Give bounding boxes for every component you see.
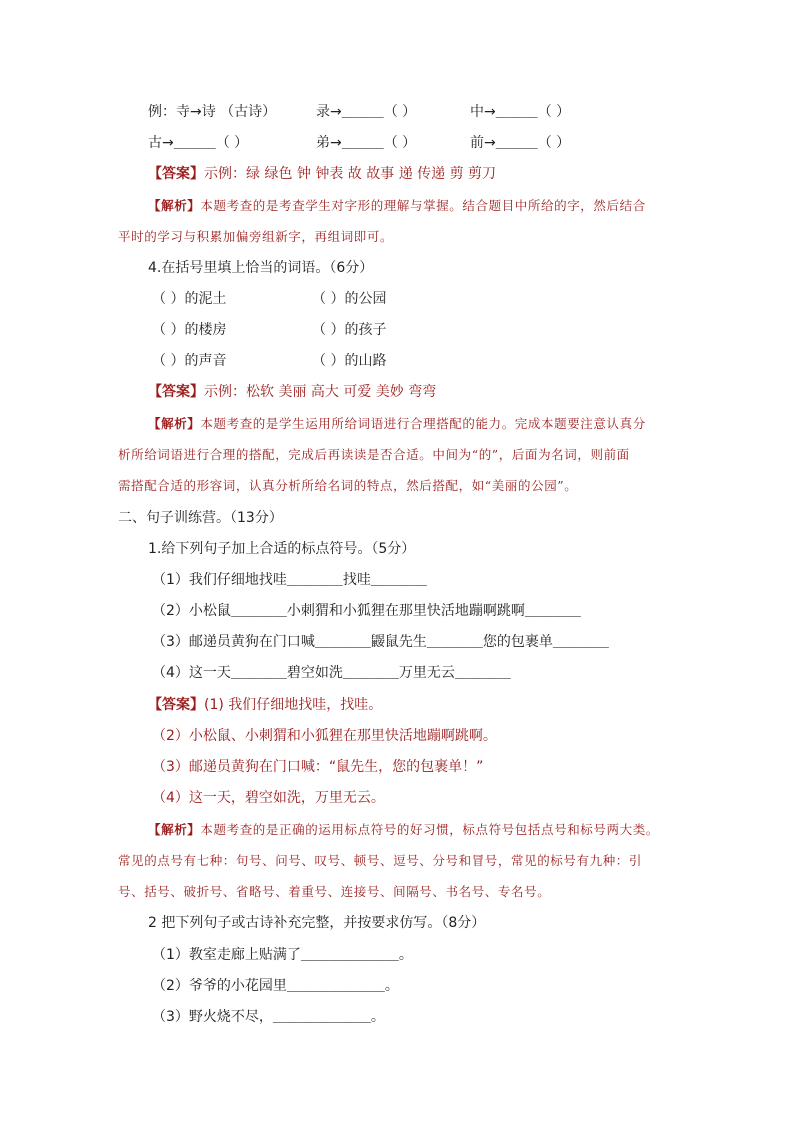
q1-analysis-line2: 常见的点号有七种：句号、问号、叹号、顿号、逗号、分号和冒号，常见的标号有九种：引 xyxy=(118,853,643,868)
example-row1-col3: 中→＿＿＿（ ） xyxy=(470,104,571,120)
q1-analysis-line1 xyxy=(148,821,659,839)
q4-analysis-line2: 析所给词语进行合理的搭配，完成后再读读是否合适。中间为“的”，后面为名词，则前面 xyxy=(118,447,630,462)
q1-answer-line3: （3）邮递员黄狗在门口喊：“鼠先生，您的包裹单！” xyxy=(152,759,484,775)
q4-row1-col1: （ ）的泥土 xyxy=(152,291,227,307)
analysis-tag: 【解析】 xyxy=(148,198,201,213)
example-row2-col1: 古→＿＿＿（ ） xyxy=(148,135,249,151)
q4-row2-col2: （ ）的孩子 xyxy=(312,322,387,338)
q1-title: 1.给下列句子加上合适的标点符号。（5分） xyxy=(148,541,416,557)
example-row1-col1: 例：寺→诗 （古诗） xyxy=(148,104,277,120)
analysis-text: 本题考查的是考查学生对字形的理解与掌握。结合题目中所给的字，然后结合 xyxy=(200,198,646,213)
answer-tag: 【答案】 xyxy=(148,166,204,182)
q2-item-3: （3）野火烧不尽，＿＿＿＿＿＿＿。 xyxy=(152,1009,385,1025)
answer-tag: 【答案】 xyxy=(148,697,204,713)
answer-text: 示例：绿 绿色 钟 钟表 故 故事 递 传递 剪 剪刀 xyxy=(204,166,497,182)
section1-analysis-line2: 平时的学习与积累加偏旁组新字，再组词即可。 xyxy=(118,229,394,244)
q1-item-3: （3）邮递员黄狗在门口喊＿＿＿＿鼹鼠先生＿＿＿＿您的包裹单＿＿＿＿ xyxy=(152,634,609,650)
q1-answer-line4: （4）这一天，碧空如洗，万里无云。 xyxy=(152,790,385,806)
answer-tag: 【答案】 xyxy=(148,384,204,400)
answer-text: 示例：松软 美丽 高大 可爱 美妙 弯弯 xyxy=(204,384,437,400)
q2-title: 2 把下列句子或古诗补充完整，并按要求仿写。（8分） xyxy=(148,915,486,931)
q4-row2-col1: （ ）的楼房 xyxy=(152,322,227,338)
analysis-tag: 【解析】 xyxy=(148,822,201,837)
q4-answer xyxy=(148,383,436,401)
q1-answer-line2: （2）小松鼠、小刺猬和小狐狸在那里快活地蹦啊跳啊。 xyxy=(152,728,497,744)
q4-analysis-line1 xyxy=(148,415,646,433)
analysis-tag: 【解析】 xyxy=(148,416,201,431)
q2-item-2: （2）爷爷的小花园里＿＿＿＿＿＿＿。 xyxy=(152,978,399,994)
q1-item-2: （2）小松鼠＿＿＿＿小刺猬和小狐狸在那里快活地蹦啊跳啊＿＿＿＿ xyxy=(152,603,581,619)
q1-item-1: （1）我们仔细地找哇＿＿＿＿找哇＿＿＿＿ xyxy=(152,572,427,588)
q2-item-1: （1）教室走廊上贴满了＿＿＿＿＿＿＿。 xyxy=(152,947,413,963)
example-row2-col2: 弟→＿＿＿（ ） xyxy=(316,135,417,151)
answer-text: (1) 我们仔细地找哇，找哇。 xyxy=(204,697,383,713)
q1-analysis-line3: 号、括号、破折号、省略号、着重号、连接号、间隔号、书名号、专名号。 xyxy=(118,884,551,899)
section2-heading: 二、句子训练营。（13分） xyxy=(118,510,283,526)
q4-row3-col1: （ ）的声音 xyxy=(152,353,227,369)
example-row1-col2: 录→＿＿＿（ ） xyxy=(316,104,417,120)
section1-analysis-line1 xyxy=(148,197,646,215)
q4-row3-col2: （ ）的山路 xyxy=(312,353,387,369)
q4-analysis-line3: 需搭配合适的形容词，认真分析所给名词的特点，然后搭配，如“美丽的公园”。 xyxy=(118,478,578,493)
analysis-text: 本题考查的是正确的运用标点符号的好习惯，标点符号包括点号和标号两大类。 xyxy=(200,822,659,837)
q4-title: 4.在括号里填上恰当的词语。（6分） xyxy=(148,260,374,276)
analysis-text: 本题考查的是学生运用所给词语进行合理搭配的能力。完成本题要注意认真分 xyxy=(200,416,646,431)
example-row2-col3: 前→＿＿＿（ ） xyxy=(470,135,571,151)
q1-item-4: （4）这一天＿＿＿＿碧空如洗＿＿＿＿万里无云＿＿＿＿ xyxy=(152,665,511,681)
section1-answer xyxy=(148,165,496,183)
q1-answer-line1 xyxy=(148,696,382,714)
q4-row1-col2: （ ）的公园 xyxy=(312,291,387,307)
